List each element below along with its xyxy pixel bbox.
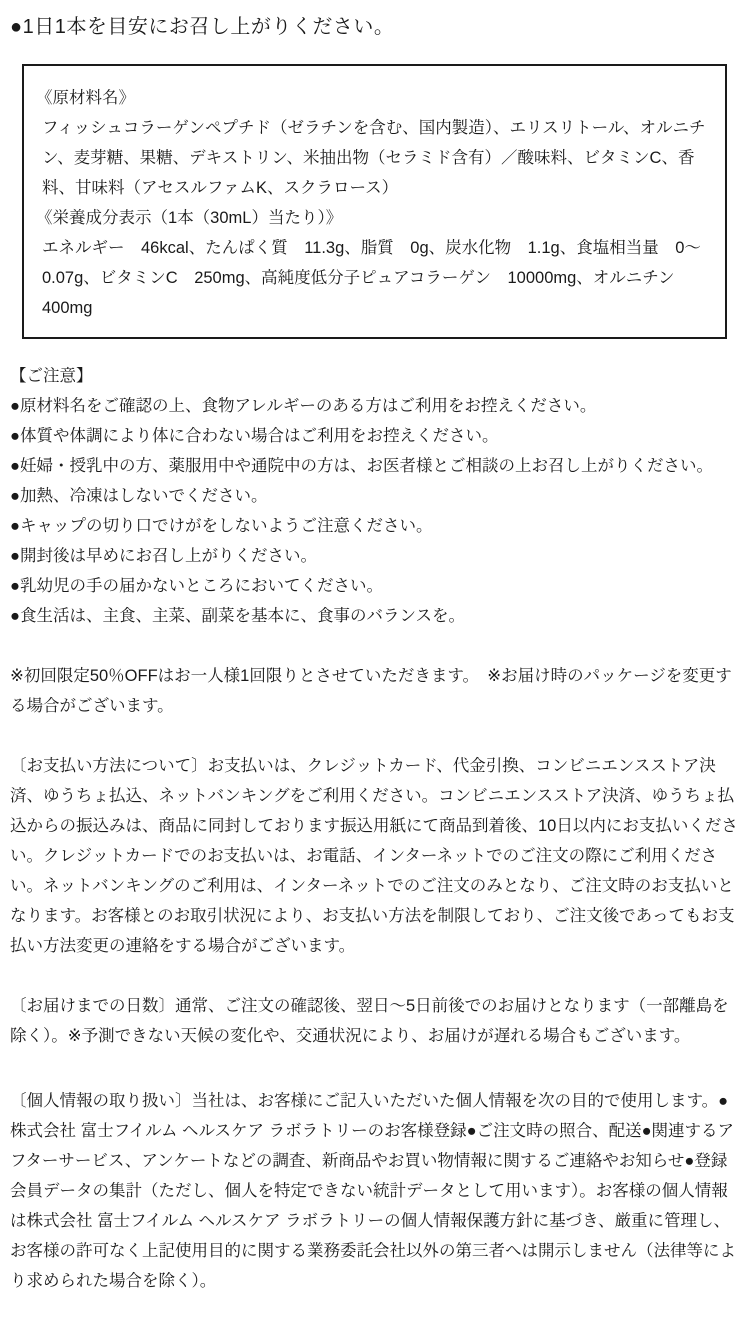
caution-item: ●キャップの切り口でけがをしないようご注意ください。 [10, 517, 433, 535]
caution-item: ●乳幼児の手の届かないところにおいてください。 [10, 577, 383, 595]
payment-method-paragraph: 〔お支払い方法について〕お支払いは、クレジットカード、代金引換、コンビニエンスストア決済、ゆうちょ払込、ネットバンキングをご利用ください。コンビニエンスストア決済、ゆうちょ払込からの振込みは、商品に同封しております振込用紙にて商品到着後、10日以内にお支払いください。クレジットカードでのお支払いは、お電話、インターネットでのご注文の際にご利用ください。ネットバンキングのご利用は、インターネットでのご注文のみとなり、ご注文時のお支払いとなります。お客様とのお取引状況により、お支払い方法を制限しており、ご注文後であってもお支払い方法変更の連絡をする場合がございます。 [10, 757, 738, 955]
nutrition-heading: 《栄養成分表示（1本（30mL）当たり）》 [36, 209, 343, 227]
cautions-heading: 【ご注意】 [10, 367, 93, 385]
caution-item: ●妊婦・授乳中の方、薬服用中や通院中の方は、お医者様とご相談の上お召し上がりください。 [10, 457, 713, 475]
caution-item: ●開封後は早めにお召し上がりください。 [10, 547, 317, 565]
ingredients-nutrition-box [22, 64, 727, 339]
cautions-section [10, 361, 740, 631]
caution-item: ●食生活は、主食、主菜、副菜を基本に、食事のバランスを。 [10, 607, 465, 625]
usage-note: ●1日1本を目安にお召し上がりください。 [10, 16, 395, 38]
ingredients-text: フィッシュコラーゲンペプチド（ゼラチンを含む、国内製造）、エリスリトール、オルニチン、麦芽糖、果糖、デキストリン、米抽出物（セラミド含有）／酸味料、ビタミンC、香料、甘味料（アセスルファムK、スクラロース） [42, 119, 706, 197]
nutrition-text: エネルギー 46kcal、たんぱく質 11.3g、脂質 0g、炭水化物 1.1g、食塩相当量 0〜0.07g、ビタミンC 250mg、高純度低分子ピュアコラーゲン 10000mg、オルニチン 400mg [42, 239, 701, 317]
caution-item: ●加熱、冷凍はしないでください。 [10, 487, 268, 505]
ingredients-heading: 《原材料名》 [36, 89, 135, 107]
caution-item: ●原材料名をご確認の上、食物アレルギーのある方はご利用をお控えください。 [10, 397, 597, 415]
first-time-offer-note: ※初回限定50％OFFはお一人様1回限りとさせていただきます。 ※お届け時のパッケージを変更する場合がございます。 [10, 667, 732, 715]
cautions-list [10, 391, 740, 631]
delivery-days-paragraph: 〔お届けまでの日数〕通常、ご注文の確認後、翌日〜5日前後でのお届けとなります（一部離島を除く）。※予測できない天候の変化や、交通状況により、お届けが遅れる場合もございます。 [10, 997, 729, 1045]
caution-item: ●体質や体調により体に合わない場合はご利用をお控えください。 [10, 427, 499, 445]
privacy-policy-paragraph: 〔個人情報の取り扱い〕当社は、お客様にご記入いただいた個人情報を次の目的で使用します。●株式会社 富士フイルム ヘルスケア ラボラトリーのお客様登録●ご注文時の照合、配送●関連するアフターサービス、アンケートなどの調査、新商品やお買い物情報に関するご連絡やお知らせ●登録会員データの集計（ただし、個人を特定できない統計データとして用います）。お客様の個人情報は株式会社 富士フイルム ヘルスケア ラボラトリーの個人情報保護方針に基づき、厳重に管理し、お客様の許可なく上記使用目的に関する業務委託会社以外の第三者へは開示しません（法律等により求められた場合を除く）。 [10, 1092, 736, 1290]
